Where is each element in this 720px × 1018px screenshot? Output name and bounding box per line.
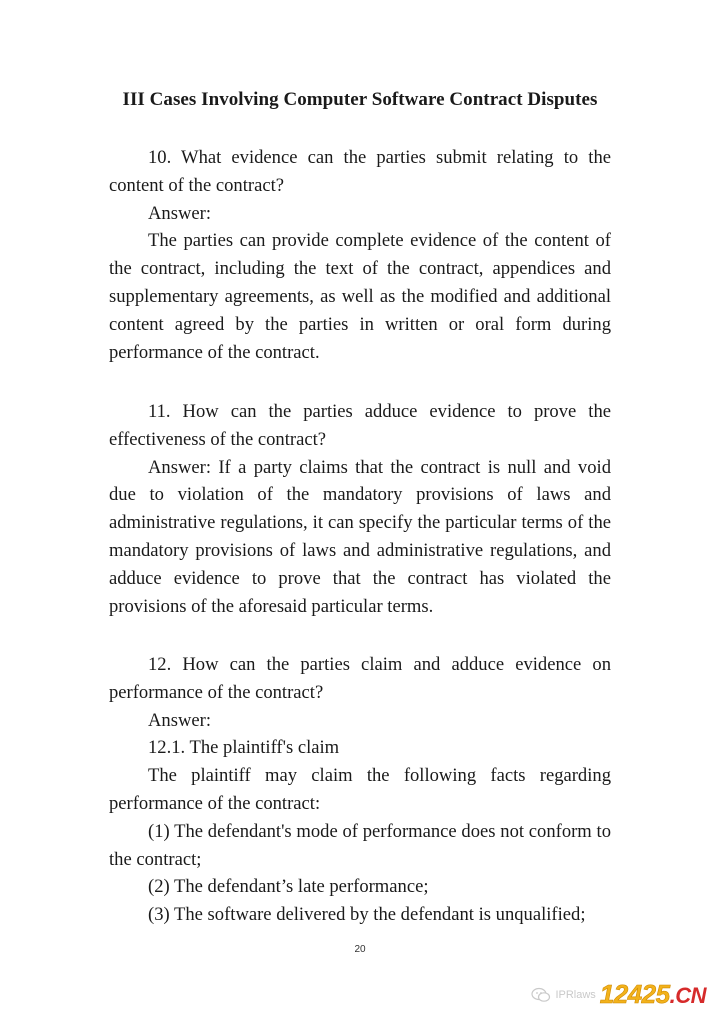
paragraph: The parties can provide complete evidence of the content of the contract, including the text of the contract, appendices and supplementary agreements, as well as the modified and additional content agreed by the parties in written or oral form during performance of the contract. <box>109 230 611 363</box>
paragraph: 11. How can the parties adduce evidence to prove the effectiveness of the contract? <box>109 401 611 450</box>
wechat-icon <box>531 987 551 1003</box>
watermark <box>531 979 706 1010</box>
paragraph: 12. How can the parties claim and adduce evidence on performance of the contract? <box>109 654 611 703</box>
paragraph: (1) The defendant's mode of performance does not conform to the contract; <box>109 820 611 870</box>
paragraph: 10. What evidence can the parties submit relating to the content of the contract? <box>109 147 611 196</box>
paragraph: 12.1. The plaintiff's claim <box>148 737 340 759</box>
watermark-account: IPRlaws <box>555 988 596 1001</box>
site-logo <box>600 979 706 1010</box>
site-logo-number: 12425 <box>599 979 670 1009</box>
section-heading: III Cases Involving Computer Software Contract Disputes <box>122 89 598 110</box>
page-number: 20 <box>354 944 366 955</box>
paragraph: Answer: <box>148 202 211 224</box>
paragraph: Answer: If a party claims that the contract is null and void due to violation of the mandatory provisions of laws and administrative regulations, it can specify the particular terms of the mandatory provisions of laws and administrative regulations, and adduce evidence to prove that the contract has violated the provisions of the aforesaid particular terms. <box>109 456 611 617</box>
site-logo-suffix: .CN <box>669 983 706 1008</box>
paragraph: Answer: <box>148 709 211 731</box>
paragraph: (2) The defendant’s late performance; <box>148 876 429 898</box>
paragraph: The plaintiff may claim the following facts regarding performance of the contract: <box>109 765 611 814</box>
paragraph: (3) The software delivered by the defendant is unqualified; <box>148 904 586 926</box>
body-text <box>109 651 611 929</box>
body-text <box>109 398 611 620</box>
body-text <box>109 144 611 366</box>
